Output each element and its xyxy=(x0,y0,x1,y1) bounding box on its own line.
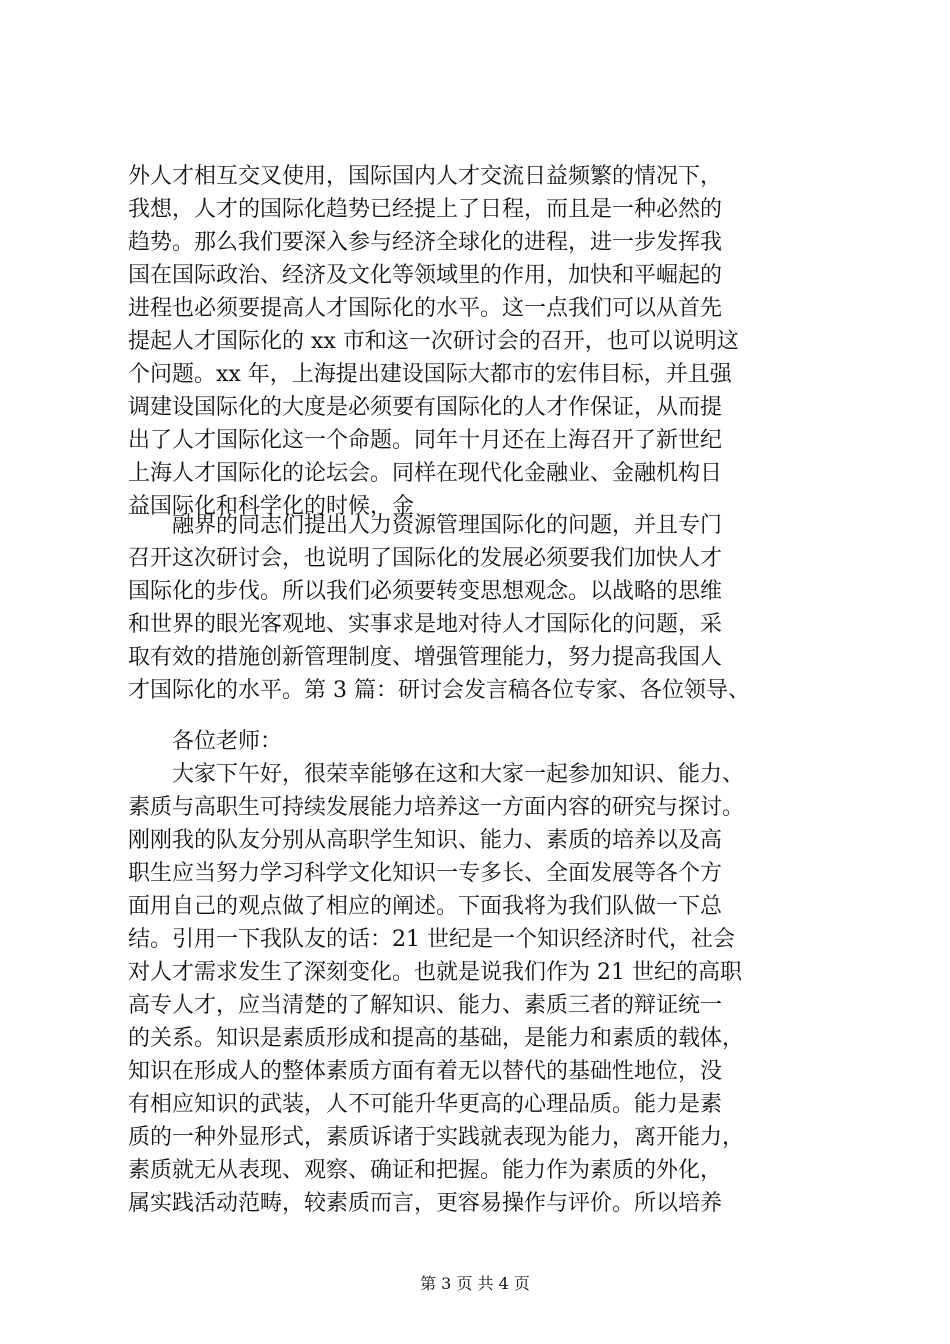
text-line: 取有效的措施创新管理制度、增强管理能力，努力提高我国人 xyxy=(128,645,723,670)
text-line: 的关系。知识是素质形成和提高的基础，是能力和素质的载体， xyxy=(128,1026,745,1051)
text-line: 知识在形成人的整体素质方面有着无以替代的基础性地位，没 xyxy=(128,1059,723,1084)
text-line: 属实践活动范畴，较素质而言，更容易操作与评价。所以培养 xyxy=(128,1191,723,1216)
text-line: 国在国际政治、经济及文化等领域里的作用，加快和平崛起的 xyxy=(128,263,723,288)
text-line: 进程也必须要提高人才国际化的水平。这一点我们可以从首先 xyxy=(128,296,723,321)
text-line: 素质与高职生可持续发展能力培养这一方面内容的研究与探讨。 xyxy=(128,795,745,820)
text-line: 上海人才国际化的论坛会。同样在现代化金融业、金融机构日 xyxy=(128,461,723,486)
text-line: 益国际化和科学化的时候，金 xyxy=(128,494,415,519)
text-line: 出了人才国际化这一个命题。同年十月还在上海召开了新世纪 xyxy=(128,428,723,453)
text-line: 提起人才国际化的 xx 市和这一次研讨会的召开，也可以说明这 xyxy=(128,329,739,354)
paragraph-2 xyxy=(128,509,833,707)
text-line: 我想，人才的国际化趋势已经提上了日程，而且是一种必然的 xyxy=(128,197,723,222)
text-line: 高专人才，应当清楚的了解知识、能力、素质三者的辩证统一 xyxy=(128,993,723,1018)
text-line: 才国际化的水平。第 3 篇：研讨会发言稿各位专家、各位领导、 xyxy=(128,678,750,703)
text-line: 有相应知识的武装，人不可能升华更高的心理品质。能力是素 xyxy=(128,1092,723,1117)
text-line: 融界的同志们提出人力资源管理国际化的问题，并且专门 xyxy=(128,513,723,538)
paragraph-1 xyxy=(128,160,833,523)
text-line: 质的一种外显形式，素质诉诸于实践就表现为能力，离开能力， xyxy=(128,1125,745,1150)
text-line: 结。引用一下我队友的话：21 世纪是一个知识经济时代，社会 xyxy=(128,927,735,952)
text-line: 个问题。xx 年，上海提出建设国际大都市的宏伟目标，并且强 xyxy=(128,362,732,387)
text-line: 面用自己的观点做了相应的阐述。下面我将为我们队做一下总 xyxy=(128,894,723,919)
text-line: 调建设国际化的大度是必须要有国际化的人才作保证，从而提 xyxy=(128,395,723,420)
text-line: 职生应当努力学习科学文化知识一专多长、全面发展等各个方 xyxy=(128,861,723,886)
text-line: 趋势。那么我们要深入参与经济全球化的进程，进一步发挥我 xyxy=(128,230,723,255)
text-line: 对人才需求发生了深刻变化。也就是说我们作为 21 世纪的高职 xyxy=(128,960,742,985)
paragraph-3 xyxy=(128,725,833,1220)
text-line: 素质就无从表现、观察、确证和把握。能力作为素质的外化， xyxy=(128,1158,723,1183)
text-line: 各位老师： xyxy=(128,729,283,754)
text-line: 刚刚我的队友分别从高职学生知识、能力、素质的培养以及高 xyxy=(128,828,723,853)
text-line: 大家下午好，很荣幸能够在这和大家一起参加知识、能力、 xyxy=(128,762,745,787)
page-indicator: 第 3 页 共 4 页 xyxy=(420,1274,530,1293)
text-line: 国际化的步伐。所以我们必须要转变思想观念。以战略的思维 xyxy=(128,579,723,604)
text-line: 和世界的眼光客观地、实事求是地对待人才国际化的问题，采 xyxy=(128,612,723,637)
text-line: 外人才相互交叉使用，国际国内人才交流日益频繁的情况下， xyxy=(128,164,723,189)
text-line: 召开这次研讨会，也说明了国际化的发展必须要我们加快人才 xyxy=(128,546,723,571)
